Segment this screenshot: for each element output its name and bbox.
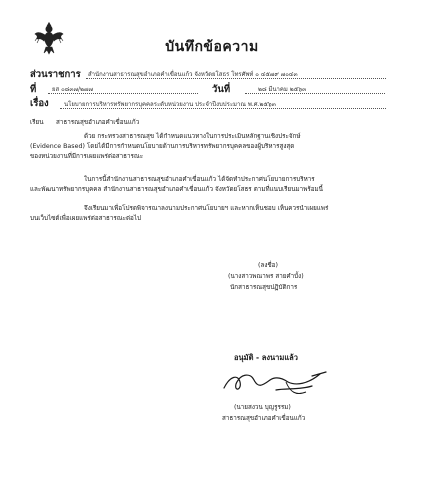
subject-value: นโยบายการบริหารทรัพยากรบุคคลระดับหน่วยงาน ประจำปีงบประมาณ พ.ศ.๒๕๖๓ (64, 101, 276, 108)
date-dotted-line (245, 93, 385, 94)
body-paragraph1-line2: (Evidence Based) โดยได้มีการกำหนดนโยบายด้านการบริหารทรัพยากรบุคคลของผู้บริหารสูงสุด (30, 143, 295, 150)
memo-title: บันทึกข้อความ (165, 39, 259, 55)
ref-dotted-line (48, 93, 198, 94)
ref-value: ยส ๐๘๓๗/๒๗๗ (52, 86, 93, 93)
body-paragraph3-line1: จึงเรียนมาเพื่อโปรดพิจารณาลงนามประกาศนโยบายฯ และหากเห็นชอบ เห็นควรนำเผยแพร่ (84, 205, 329, 212)
body-paragraph1-line1: ด้วย กระทรวงสาธารณสุข ได้กำหนดแนวทางในการประเมินหลักฐานเชิงประจักษ์ (84, 133, 301, 140)
approver-position: สาธารณสุขอำเภอคำเขื่อนแก้ว (222, 415, 306, 422)
approver-name: (นายสงวน บุญรูรรม) (234, 404, 291, 411)
date-label: วันที่ (212, 84, 231, 95)
signer1-signed: (ลงชื่อ) (258, 262, 278, 269)
agency-dotted-line (86, 78, 386, 79)
agency-value: สำนักงานสาธารณสุขอำเภอคำเขื่อนแก้ว จังหวัดยโสธร โทรศัพท์ ๐ ๔๕๗๙ ๗๐๔๓ (88, 71, 298, 78)
to-value: สาธารณสุขอำเภอคำเขื่อนแก้ว (56, 119, 140, 126)
body-paragraph2-line2: และพัฒนาทรัพยากรบุคคล สำนักงานสาธารณสุขอำเภอคำเขื่อนแก้ว จังหวัดยโสธร ตามที่แนบเรียนมาพร้อมนี้ (30, 186, 323, 193)
to-label: เรียน (30, 119, 44, 126)
ref-label: ที่ (30, 84, 37, 95)
signer1-name: (นางสาวพณาพร สายคำบั้ง) (228, 273, 304, 280)
body-paragraph3-line2: บนเว็บไซต์เพื่อเผยแพร่ต่อสาธารณะต่อไป (30, 215, 141, 222)
approval-status: อนุมัติ - ลงนามแล้ว (234, 353, 298, 362)
signer1-position: นักสาธารณสุขปฏิบัติการ (230, 284, 298, 291)
subject-label: เรื่อง (30, 98, 49, 109)
subject-dotted-line (60, 108, 386, 109)
body-paragraph2-line1: ในการนี้สำนักงานสาธารณสุขอำเภอคำเขื่อนแก้ว ได้จัดทำประกาศนโยบายการบริหาร (84, 176, 315, 183)
handwritten-signature (216, 366, 336, 400)
agency-label: ส่วนราชการ (30, 69, 81, 80)
date-value: ๒๘ มีนาคม ๒๕๖๓ (258, 86, 307, 93)
body-paragraph1-line3: ของหน่วยงานที่มีการเผยแพร่ต่อสาธารณะ (30, 153, 144, 160)
